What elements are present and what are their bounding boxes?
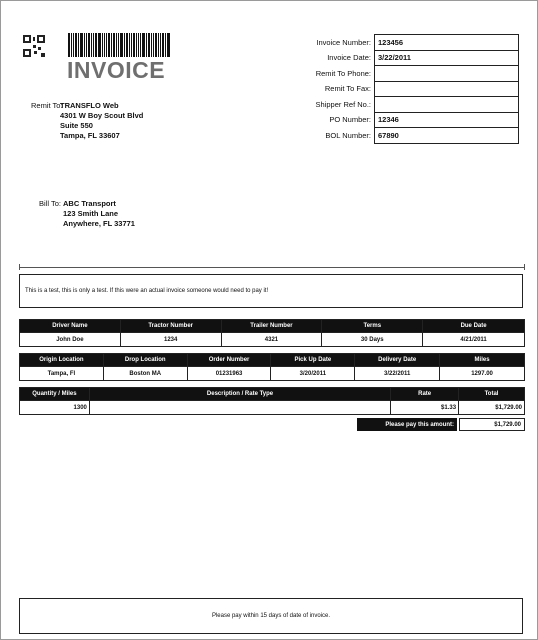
charges-table <box>19 387 525 415</box>
column-header: Pick Up Date <box>271 354 355 367</box>
table-cell: Boston MA <box>103 367 187 381</box>
invoice-header-fields <box>305 34 519 144</box>
header-row-invoice-date <box>305 50 519 66</box>
header-label: Invoice Date: <box>327 53 371 63</box>
shipment-details-table <box>19 353 525 381</box>
divider-tick <box>19 264 20 270</box>
driver-details-table <box>19 319 525 347</box>
bill-to-address <box>39 199 199 231</box>
column-header: Total <box>459 388 525 401</box>
invoice-title: INVOICE <box>67 57 166 83</box>
header-label: Invoice Number: <box>316 37 371 47</box>
divider-tick <box>524 264 525 270</box>
column-header: Miles <box>440 354 525 367</box>
header-value <box>375 66 519 82</box>
header-label: BOL Number: <box>325 130 371 140</box>
section-divider <box>19 267 525 268</box>
note-box <box>19 274 523 308</box>
table-cell: 3/22/2011 <box>355 367 440 381</box>
footer-box <box>19 598 523 634</box>
column-header: Rate <box>391 388 459 401</box>
header-value <box>375 97 519 113</box>
header-label: Remit To Phone: <box>315 68 371 78</box>
remit-to-label: Remit To: <box>31 101 63 110</box>
column-header: Origin Location <box>20 354 104 367</box>
table-cell: Tampa, Fl <box>20 367 104 381</box>
remit-to-line: 4301 W Boy Scout Blvd <box>60 111 144 120</box>
amount-due-value: $1,729.00 <box>459 418 525 431</box>
column-header: Description / Rate Type <box>89 388 390 401</box>
column-header: Tractor Number <box>120 320 221 333</box>
table-cell: John Doe <box>20 333 121 347</box>
table-cell: 4/21/2011 <box>423 333 525 347</box>
table-cell: $1,729.00 <box>459 401 525 415</box>
column-header: Driver Name <box>20 320 121 333</box>
column-header: Quantity / Miles <box>20 388 90 401</box>
table-cell: 3/20/2011 <box>271 367 355 381</box>
remit-to-line: TRANSFLO Web <box>60 101 119 110</box>
header-row-remit-fax <box>305 81 519 97</box>
remit-to-line: Tampa, FL 33607 <box>60 131 120 140</box>
amount-due-label: Please pay this amount: <box>357 418 457 431</box>
table-row <box>20 333 525 347</box>
table-row <box>20 401 525 415</box>
column-header: Order Number <box>187 354 271 367</box>
table-cell: 4321 <box>221 333 322 347</box>
remit-to-line: Suite 550 <box>60 121 93 130</box>
header-value: 67890 <box>375 128 519 144</box>
header-label: Shipper Ref No.: <box>315 99 371 109</box>
table-cell: 1234 <box>120 333 221 347</box>
column-header: Delivery Date <box>355 354 440 367</box>
table-cell: 1300 <box>20 401 90 415</box>
header-value: 12346 <box>375 112 519 128</box>
column-header: Trailer Number <box>221 320 322 333</box>
bill-to-line: Anywhere, FL 33771 <box>63 219 135 228</box>
header-row-remit-phone <box>305 66 519 82</box>
header-value <box>375 81 519 97</box>
table-cell: $1.33 <box>391 401 459 415</box>
header-label: PO Number: <box>329 115 371 125</box>
header-value: 3/22/2011 <box>375 50 519 66</box>
header-row-po-number <box>305 112 519 128</box>
bill-to-line: 123 Smith Lane <box>63 209 119 218</box>
table-cell: 30 Days <box>322 333 423 347</box>
header-row-shipper-ref <box>305 97 519 113</box>
footer-text: Please pay within 15 days of date of invoice. <box>211 613 331 619</box>
header-row-bol-number <box>305 128 519 144</box>
header-row-invoice-number <box>305 35 519 51</box>
header-value: 123456 <box>375 35 519 51</box>
column-header: Terms <box>322 320 423 333</box>
table-cell <box>89 401 390 415</box>
table-row <box>20 367 525 381</box>
remit-to-address <box>31 101 191 143</box>
bill-to-line: ABC Transport <box>63 199 116 208</box>
table-cell: 1297.00 <box>440 367 525 381</box>
table-cell: 01231963 <box>187 367 271 381</box>
qr-code-icon <box>23 35 45 57</box>
barcode-icon <box>68 33 183 57</box>
note-text: This is a test, this is only a test. If this were an actual invoice someone would need to pay it! <box>25 288 269 294</box>
column-header: Drop Location <box>103 354 187 367</box>
bill-to-label: Bill To: <box>39 199 61 208</box>
column-header: Due Date <box>423 320 525 333</box>
header-label: Remit To Fax: <box>324 84 371 94</box>
